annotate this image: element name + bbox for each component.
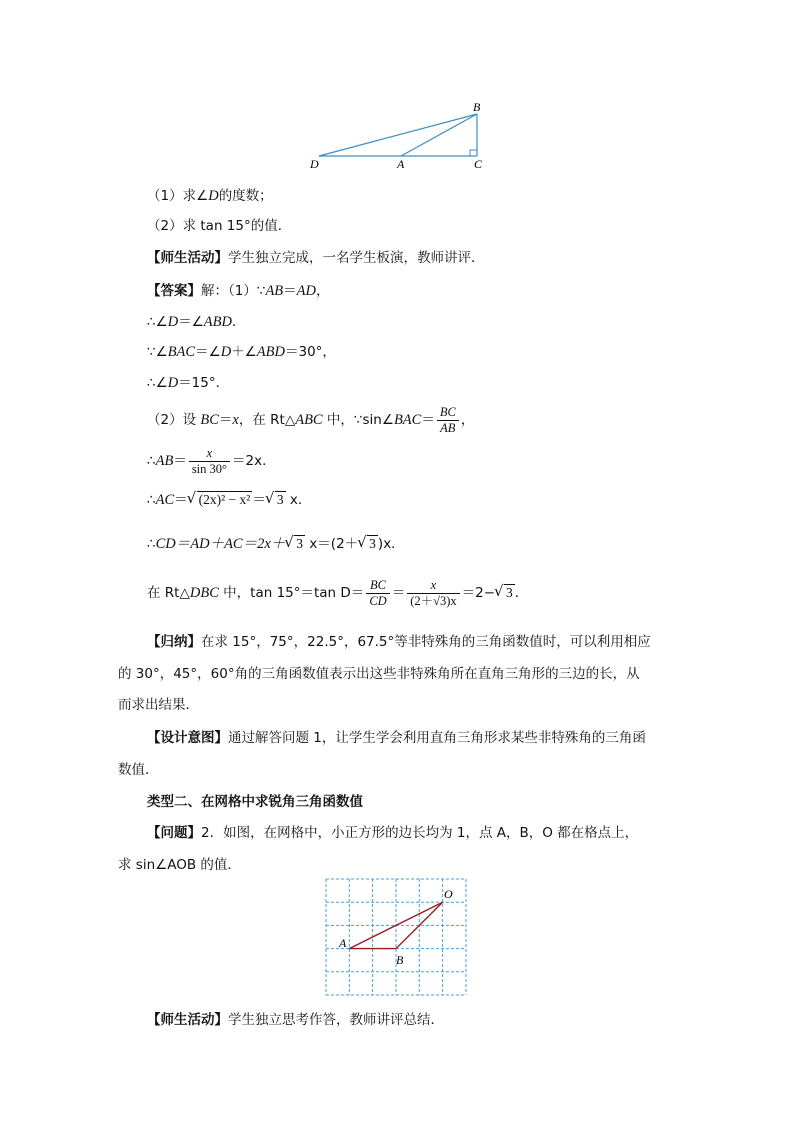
s2-end: ． [231, 314, 246, 330]
l4-end: )x． [377, 536, 405, 552]
sqrt-symbol [188, 490, 253, 510]
sqrt-radicand: 3 [506, 585, 513, 600]
activity-text: 学生独立完成，一名学生板演，教师讲评． [228, 250, 485, 266]
question-1 [147, 186, 273, 206]
s3-pre: ∵∠ [147, 344, 168, 360]
s1-eq: ＝ [283, 283, 297, 299]
p2-abc: ABC [295, 412, 323, 428]
s4-pre: ∴∠ [147, 375, 168, 391]
l4-pre: ∴ [147, 536, 156, 552]
l3-eq: ＝ [174, 492, 188, 508]
label-c: C [474, 157, 483, 171]
summary-tag: 【归纳】 [147, 634, 201, 650]
label-a: A [397, 157, 405, 171]
answer-line-3 [147, 342, 336, 362]
s2-abd: ABD [203, 314, 232, 330]
s4-d: D [167, 375, 179, 391]
summary-line-2: 的 30°，45°，60°角的三角函数值表示出这些非特殊角所在直角三角形的三边的长，从 [118, 666, 640, 682]
intent-line-1 [147, 728, 646, 748]
summary-line-3: 而求出结果． [118, 697, 199, 713]
activity-2 [147, 1010, 444, 1030]
sqrt-radicand: 3 [296, 536, 304, 551]
segment-db [319, 114, 477, 156]
l5-pre: 在 Rt△ [147, 585, 190, 601]
l5-end: ． [514, 585, 529, 601]
s1-ad: AD [296, 283, 316, 299]
fraction-bc-cd [366, 578, 389, 609]
answer-intro: 解：（1）∵ [201, 283, 266, 299]
s4-end: ＝15°． [178, 375, 230, 391]
p2-mid: ，在 Rt△ [238, 412, 296, 428]
q1-text: （1）求∠ [147, 188, 209, 204]
summary-text-1: 在求 15°，75°，22.5°，67.5°等非特殊角的三角函数值时，可以利用相应 [201, 634, 651, 650]
activity-tag: 【师生活动】 [147, 1012, 228, 1028]
label-b: B [473, 100, 481, 114]
label-b: B [396, 953, 404, 967]
fraction-den: sin 30° [191, 461, 228, 476]
intent-text-1: 通过解答问题 1，让学生学会利用直角三角形求某些非特殊角的三角函 [228, 730, 646, 746]
s2-mid: ＝∠ [178, 314, 204, 330]
fraction-num: x [407, 578, 459, 594]
l5-mid: 中，tan 15°＝tan D＝ [218, 585, 365, 601]
right-angle-mark [470, 150, 477, 156]
l2-eq: ＝ [173, 453, 187, 469]
s3-abd: ABD [256, 344, 285, 360]
l5-eq2: ＝2− [461, 585, 496, 601]
intent-line-2: 数值． [118, 762, 159, 778]
activity-tag: 【师生活动】 [147, 250, 228, 266]
l3-end: x． [285, 492, 312, 508]
l2-end: ＝2x． [232, 453, 276, 469]
sqrt-radicand: 3 [369, 536, 376, 551]
l4-text: CD＝AD＋AC＝2x＋ [155, 536, 286, 552]
fraction-den: AB [440, 420, 456, 435]
answer-tag: 【答案】 [147, 283, 201, 299]
fraction-x-2plus [407, 578, 459, 609]
l2-pre: ∴ [147, 453, 156, 469]
l3-ac: AC [155, 492, 175, 508]
triangle-figure [300, 98, 500, 176]
problem-line-2: 求 sin∠AOB 的值． [118, 857, 241, 873]
fraction-x-sin30 [189, 446, 230, 477]
p2-mid2: 中，∵sin∠ [322, 412, 394, 428]
problem-tag: 【问题】 [147, 825, 201, 841]
s3-mid1: ＝∠ [195, 344, 221, 360]
problem-text-1: 2．如图，在网格中，小正方形的边长均为 1，点 A，B，O 都在格点上， [201, 825, 639, 841]
l5-eq: ＝ [391, 585, 406, 601]
l4-mid: x＝(2＋ [305, 536, 359, 552]
fraction-den: (2＋√3)x [410, 593, 457, 608]
fraction-den: CD [369, 593, 387, 608]
p2-bac: BAC [393, 412, 422, 428]
q1-var: D [208, 188, 219, 204]
l5-dbc: DBC [189, 585, 219, 601]
answer-line-4 [147, 373, 229, 393]
fraction-num: BC [366, 578, 389, 594]
sqrt-symbol [495, 575, 515, 611]
activity-1 [147, 248, 485, 268]
p2-eq: ＝ [421, 412, 435, 428]
segment-ab [401, 114, 477, 156]
p2-end: ， [460, 412, 475, 428]
l2-ab: AB [155, 453, 174, 469]
s1-ab: AB [265, 283, 284, 299]
label-a: A [339, 936, 347, 950]
s3-d: D [220, 344, 232, 360]
fraction-num: BC [437, 405, 459, 421]
l3-eq2: ＝ [252, 492, 266, 508]
sqrt-symbol [285, 534, 305, 554]
fraction-bc-ab [437, 405, 459, 436]
s2-pre: ∴∠ [147, 314, 168, 330]
summary-line-1 [147, 632, 651, 652]
sqrt-symbol [358, 534, 378, 554]
p2-x: x [232, 412, 239, 428]
s1-end: ， [316, 283, 330, 299]
answer-line-cd [147, 534, 405, 554]
s3-mid2: ＋∠ [231, 344, 257, 360]
s2-d: D [167, 314, 179, 330]
p2-pre: （2）设 [147, 412, 201, 428]
s3-bac: BAC [167, 344, 196, 360]
problem-line-1 [147, 823, 638, 843]
sqrt-radicand: (2x)² − x² [198, 492, 251, 507]
intent-tag: 【设计意图】 [147, 730, 228, 746]
sqrt-symbol [266, 490, 286, 510]
label-d: D [310, 157, 319, 171]
answer-line-ac [147, 490, 311, 510]
label-o: O [444, 887, 453, 901]
p2-bc: BC [200, 412, 219, 428]
sqrt-radicand: 3 [276, 492, 284, 507]
section-heading-type2: 类型二、在网格中求锐角三角函数值 [147, 794, 363, 810]
s3-end: ＝30°， [284, 344, 336, 360]
answer-line-1 [147, 281, 330, 301]
l3-pre: ∴ [147, 492, 156, 508]
fraction-num: x [189, 446, 230, 462]
answer-line-tan15 [147, 575, 528, 611]
grid-figure [320, 875, 470, 1003]
question-2: （2）求 tan 15°的值． [147, 218, 292, 234]
answer-part-2 [147, 403, 474, 437]
activity-text: 学生独立思考作答，教师讲评总结． [228, 1012, 444, 1028]
answer-line-ab [147, 444, 276, 478]
p2-eqx: ＝ [218, 412, 233, 428]
answer-line-2 [147, 312, 245, 332]
q1-end: 的度数； [218, 188, 273, 204]
